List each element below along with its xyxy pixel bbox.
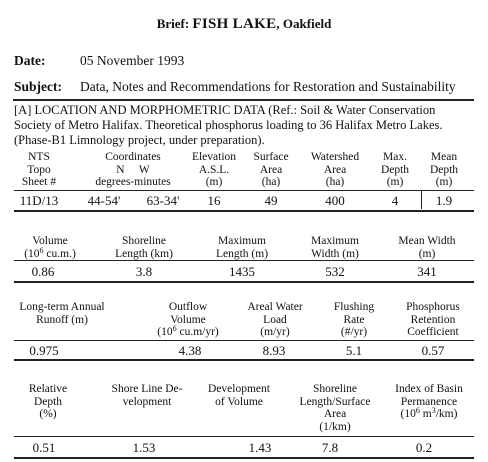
value-relative-depth: 0.51 [32, 440, 56, 455]
header-max-width: Maximum Width (m) [311, 235, 359, 260]
header-areal-water-load: Areal Water Load (m/yr) [247, 301, 303, 338]
table4-bottom-rule [14, 457, 474, 459]
header-outflow-volume: Outflow Volume ($10^6$ cu.m/yr) [157, 301, 219, 338]
header-index-basin-permanence: Index of Basin Permanence ($10^6$ $m^3/km$) [395, 383, 463, 420]
value-mean-depth: 1.9 [435, 193, 453, 208]
header-shoreline-length: Shoreline Length (km) [115, 235, 173, 260]
value-mean-width: 341 [417, 264, 437, 279]
title-place: , Oakfield [276, 16, 332, 31]
value-volume: 0.86 [31, 264, 55, 279]
header-max-depth: Max. Depth (m) [380, 151, 410, 188]
value-elevation: 16 [207, 193, 221, 208]
value-watershed-area: 400 [325, 193, 345, 208]
header-mean-width: Mean Width (m) [398, 235, 456, 260]
page-title [0, 16, 488, 33]
header-shoreline-length-area: Shoreline Length/Surface Area (1/km) [299, 383, 371, 433]
section-heading-line [14, 103, 435, 119]
subject-label: Subject: [14, 79, 62, 94]
subject-value: Data, Notes and Recommendations for Restoration and Sustainability [80, 79, 456, 94]
value-max-length: 1435 [229, 264, 255, 279]
value-max-width: 532 [325, 264, 345, 279]
value-development-of-volume: 1.43 [248, 440, 272, 455]
header-mean-depth: Mean Depth (m) [429, 151, 459, 188]
table2-header-rule [14, 260, 474, 261]
table1-bottom-rule [14, 210, 474, 212]
header-nts: NTS Topo Sheet # [21, 151, 57, 188]
value-shoreline-development: 1.53 [132, 440, 156, 455]
header-development-of-volume: Development of Volume [208, 383, 270, 408]
value-surface-area: 49 [264, 193, 278, 208]
header-relative-depth: Relative Depth (%) [28, 383, 68, 420]
date-value: 05 November 1993 [80, 53, 185, 68]
value-latitude: 44-54' [87, 193, 121, 208]
table2-bottom-rule [14, 281, 474, 283]
value-phosphorus-retention: 0.57 [421, 343, 445, 358]
value-max-depth: 4 [391, 193, 399, 208]
value-runoff: 0.975 [29, 343, 59, 358]
header-runoff: Long-term Annual Runoff (m) [19, 301, 105, 326]
header-flushing-rate: Flushing Rate (#/yr) [333, 301, 375, 338]
table3-header-rule [14, 340, 474, 341]
table4-header-rule [14, 436, 474, 437]
header-elevation: Elevation A.S.L. (m) [191, 151, 237, 188]
header-shoreline-development: Shore Line De- velopment [111, 383, 183, 408]
section-ref: (Ref.: Soil & Water Conservation [268, 103, 436, 117]
section-heading: [A] LOCATION AND MORPHOMETRIC DATA [14, 103, 266, 117]
value-outflow-volume: 4.38 [178, 343, 202, 358]
value-shoreline-length: 3.8 [135, 264, 153, 279]
table1-header-rule [14, 190, 474, 191]
header-surface-area: Surface Area (ha) [253, 151, 289, 188]
value-longitude: 63-34' [146, 193, 180, 208]
header-volume: Volume ($10^6$ cu.m.) [24, 235, 76, 260]
value-shoreline-length-area: 7.8 [321, 440, 339, 455]
section-line3: (Phase-B1 Limnology project, under preparation). [14, 133, 265, 147]
header-watershed-area: Watershed Area (ha) [310, 151, 360, 188]
table3-bottom-rule [14, 359, 474, 361]
header-coordinates: Coordinates N W degrees-minutes [95, 151, 171, 188]
value-areal-water-load: 8.93 [262, 343, 286, 358]
header-phosphorus-retention: Phosphorus Retention Coefficient [406, 301, 460, 338]
value-flushing-rate: 5.1 [345, 343, 363, 358]
title-lake-name: FISH LAKE [192, 16, 277, 32]
date-label: Date: [14, 53, 46, 68]
value-index-basin-permanence: 0.2 [415, 440, 433, 455]
header-max-length: Maximum Length (m) [215, 235, 269, 260]
subject-divider [13, 99, 474, 101]
section-line2: Society of Metro Halifax. Theoretical phosphorus loading to 36 Halifax Metro Lakes. [14, 118, 443, 132]
title-prefix: Brief: [156, 16, 190, 31]
value-topo-sheet: 11D/13 [19, 193, 59, 208]
